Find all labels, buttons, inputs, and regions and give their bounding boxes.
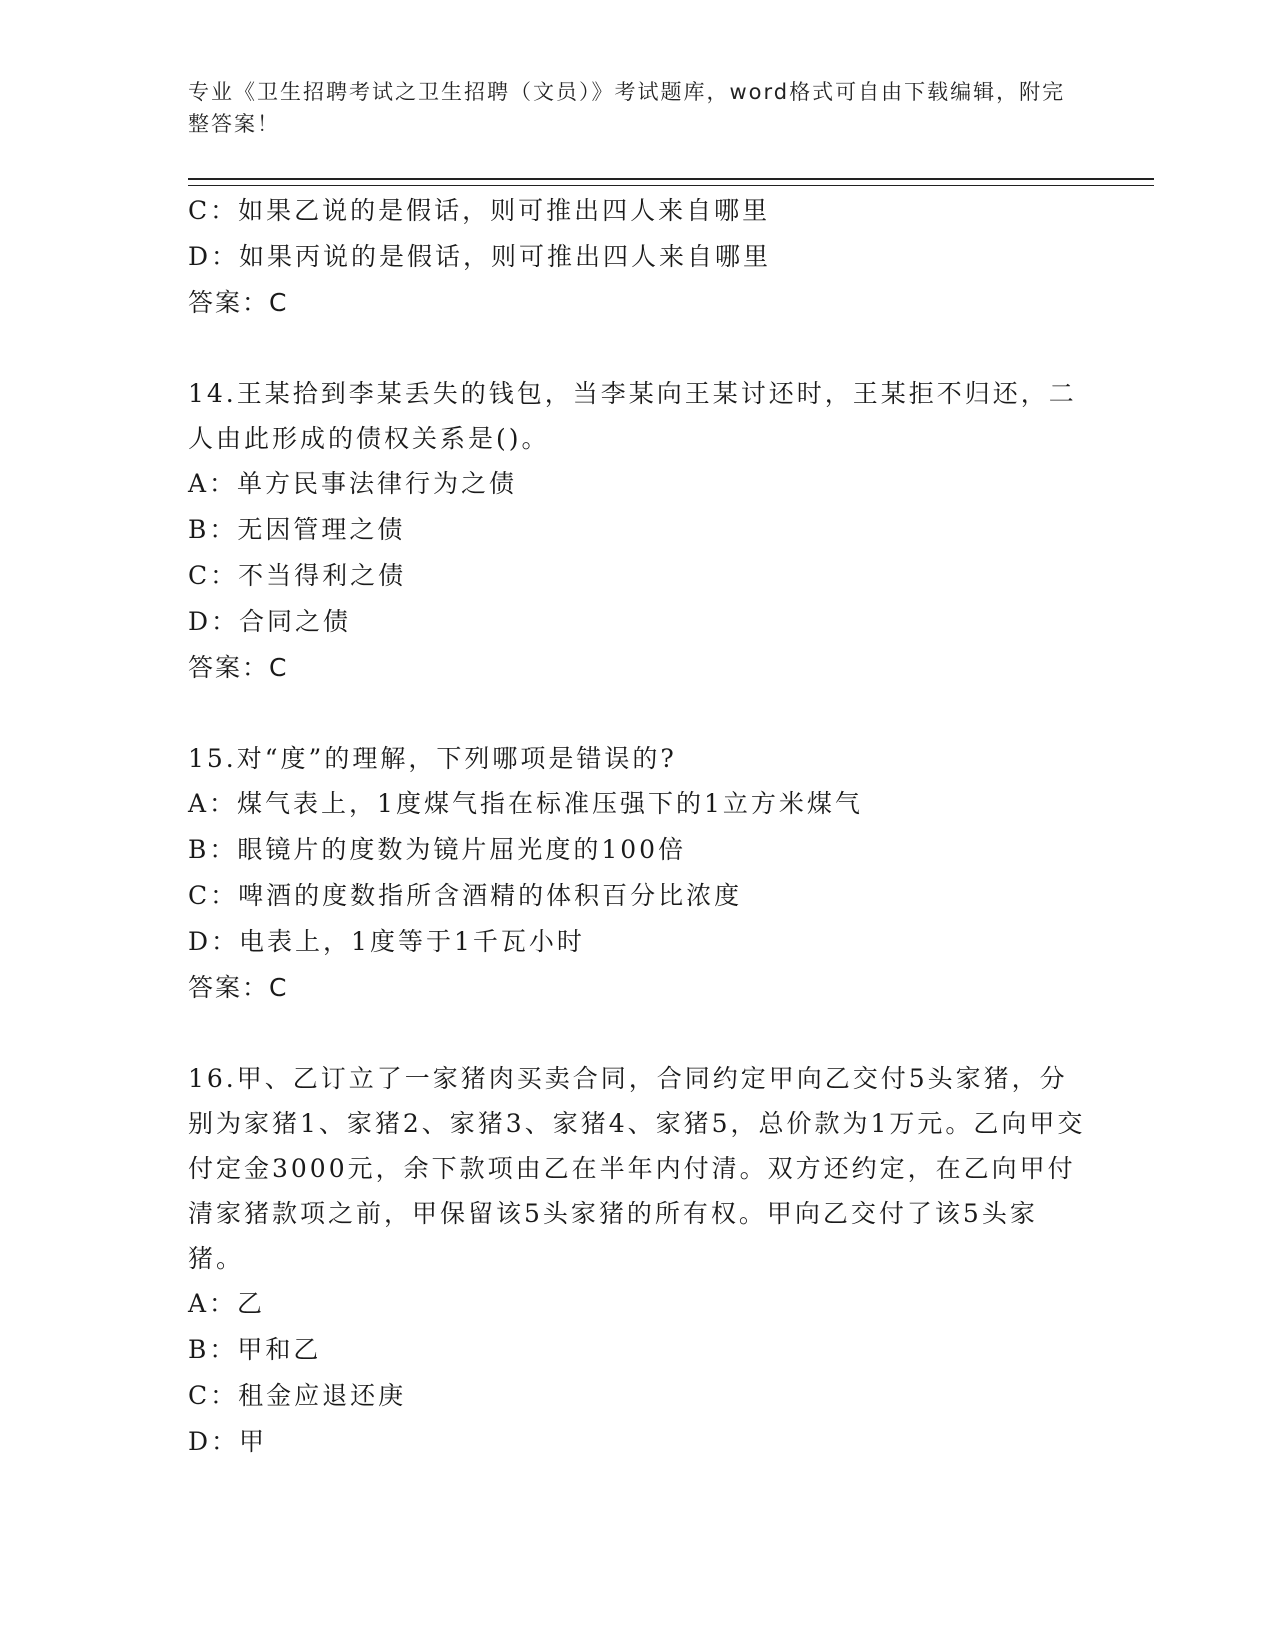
option-b: B：眼镜片的度数为镜片屈光度的100倍 (188, 835, 687, 864)
option-d: D：电表上，1度等于1千瓦小时 (188, 927, 585, 956)
question-stem: 15.对“度”的理解，下列哪项是错误的? (188, 744, 677, 773)
header-divider (188, 178, 1154, 186)
option-c: C：如果乙说的是假话，则可推出四人来自哪里 (188, 196, 771, 225)
option-a: A：煤气表上，1度煤气指在标准压强下的1立方米煤气 (188, 789, 863, 818)
option-a: A：单方民事法律行为之债 (188, 469, 518, 498)
answer-label: 答案：C (188, 288, 289, 317)
spacer (188, 691, 1088, 736)
question-15 (188, 736, 1088, 1011)
option-a: A：乙 (188, 1289, 266, 1318)
option-b: B：无因管理之债 (188, 515, 406, 544)
option-c: C：啤酒的度数指所含酒精的体积百分比浓度 (188, 881, 743, 910)
option-d: D：合同之债 (188, 607, 352, 636)
question-13-tail (188, 188, 1088, 326)
document-header: 专业《卫生招聘考试之卫生招聘（文员）》考试题库，word格式可自由下载编辑，附完整答案！ (188, 80, 1066, 136)
answer-label: 答案：C (188, 973, 289, 1002)
question-list (188, 188, 1088, 1465)
question-stem: 14.王某拾到李某丢失的钱包，当李某向王某讨还时，王某拒不归还，二人由此形成的债权关系是()。 (188, 379, 1077, 453)
option-c: C：租金应退还庚 (188, 1381, 407, 1410)
spacer (188, 1011, 1088, 1056)
question-16 (188, 1056, 1088, 1465)
option-c: C：不当得利之债 (188, 561, 407, 590)
question-stem: 16.甲、乙订立了一家猪肉买卖合同，合同约定甲向乙交付5头家猪，分别为家猪1、家猪2、家猪3、家猪4、家猪5，总价款为1万元。乙向甲交付定金3000元，余下款项由乙在半年内付清。双方还约定，在乙向甲付清家猪款项之前，甲保留该5头家猪的所有权。甲向乙交付了该5头家猪。 (188, 1064, 1086, 1273)
option-b: B：甲和乙 (188, 1335, 322, 1364)
option-d: D：甲 (188, 1427, 268, 1456)
option-d: D：如果丙说的是假话，则可推出四人来自哪里 (188, 242, 772, 271)
spacer (188, 326, 1088, 371)
answer-label: 答案：C (188, 653, 289, 682)
question-14 (188, 371, 1088, 691)
